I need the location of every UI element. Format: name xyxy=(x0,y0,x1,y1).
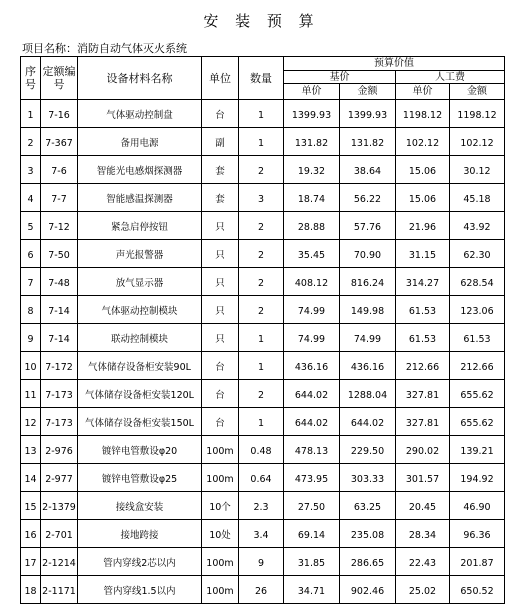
cell-labor-price: 15.06 xyxy=(396,156,450,184)
cell-name: 智能光电感烟探测器 xyxy=(78,156,202,184)
cell-labor-price: 15.06 xyxy=(396,184,450,212)
cell-unit: 只 xyxy=(202,240,239,268)
cell-code: 2-1171 xyxy=(41,576,78,604)
cell-base-price: 644.02 xyxy=(284,380,340,408)
table-row xyxy=(21,268,505,296)
table-row xyxy=(21,464,505,492)
cell-unit: 100m xyxy=(202,436,239,464)
cell-labor-price: 212.66 xyxy=(396,352,450,380)
cell-code: 2-976 xyxy=(41,436,78,464)
cell-unit: 100m xyxy=(202,548,239,576)
cell-base-price: 31.85 xyxy=(284,548,340,576)
cell-labor-price: 314.27 xyxy=(396,268,450,296)
cell-seq: 6 xyxy=(21,240,41,268)
cell-qty: 2 xyxy=(239,156,284,184)
cell-code: 7-14 xyxy=(41,296,78,324)
cell-code: 7-172 xyxy=(41,352,78,380)
cell-code: 2-701 xyxy=(41,520,78,548)
cell-qty: 3 xyxy=(239,184,284,212)
cell-base-amount: 303.33 xyxy=(340,464,396,492)
cell-seq: 5 xyxy=(21,212,41,240)
cell-name: 管内穿线2芯以内 xyxy=(78,548,202,576)
cell-seq: 3 xyxy=(21,156,41,184)
cell-unit: 副 xyxy=(202,128,239,156)
budget-table xyxy=(20,56,505,604)
cell-labor-price: 290.02 xyxy=(396,436,450,464)
cell-seq: 12 xyxy=(21,408,41,436)
cell-labor-amount: 650.52 xyxy=(450,576,505,604)
cell-name: 镀锌电管敷设φ25 xyxy=(78,464,202,492)
cell-labor-amount: 61.53 xyxy=(450,324,505,352)
cell-code: 7-173 xyxy=(41,408,78,436)
cell-labor-price: 21.96 xyxy=(396,212,450,240)
cell-unit: 台 xyxy=(202,100,239,128)
cell-qty: 1 xyxy=(239,100,284,128)
cell-base-price: 473.95 xyxy=(284,464,340,492)
cell-seq: 11 xyxy=(21,380,41,408)
cell-labor-amount: 655.62 xyxy=(450,380,505,408)
cell-qty: 2 xyxy=(239,212,284,240)
cell-unit: 台 xyxy=(202,408,239,436)
cell-labor-amount: 62.30 xyxy=(450,240,505,268)
cell-seq: 10 xyxy=(21,352,41,380)
header-code: 定额编号 xyxy=(41,57,78,100)
cell-labor-amount: 43.92 xyxy=(450,212,505,240)
cell-base-amount: 436.16 xyxy=(340,352,396,380)
cell-code: 7-367 xyxy=(41,128,78,156)
cell-unit: 100m xyxy=(202,464,239,492)
cell-base-price: 69.14 xyxy=(284,520,340,548)
cell-qty: 0.64 xyxy=(239,464,284,492)
cell-code: 7-7 xyxy=(41,184,78,212)
cell-labor-amount: 102.12 xyxy=(450,128,505,156)
cell-name: 气体储存设备柜安装150L xyxy=(78,408,202,436)
cell-labor-amount: 30.12 xyxy=(450,156,505,184)
cell-base-price: 131.82 xyxy=(284,128,340,156)
cell-seq: 16 xyxy=(21,520,41,548)
cell-base-price: 1399.93 xyxy=(284,100,340,128)
cell-unit: 只 xyxy=(202,212,239,240)
cell-labor-amount: 45.18 xyxy=(450,184,505,212)
header-seq: 序号 xyxy=(21,57,41,100)
cell-base-amount: 70.90 xyxy=(340,240,396,268)
cell-name: 接线盒安装 xyxy=(78,492,202,520)
cell-base-price: 27.50 xyxy=(284,492,340,520)
cell-base-amount: 57.76 xyxy=(340,212,396,240)
header-base-unit-price: 单价 xyxy=(284,84,340,100)
cell-labor-price: 28.34 xyxy=(396,520,450,548)
cell-unit: 只 xyxy=(202,268,239,296)
cell-labor-price: 327.81 xyxy=(396,380,450,408)
header-base: 基价 xyxy=(284,71,396,84)
cell-base-amount: 816.24 xyxy=(340,268,396,296)
project-name-line: 项目名称：消防自动气体灭火系统 xyxy=(22,42,187,55)
cell-code: 2-977 xyxy=(41,464,78,492)
cell-qty: 1 xyxy=(239,324,284,352)
cell-unit: 只 xyxy=(202,296,239,324)
cell-name: 气体驱动控制盘 xyxy=(78,100,202,128)
header-name: 设备材料名称 xyxy=(78,57,202,100)
cell-labor-price: 301.57 xyxy=(396,464,450,492)
cell-seq: 14 xyxy=(21,464,41,492)
cell-qty: 1 xyxy=(239,128,284,156)
cell-labor-price: 22.43 xyxy=(396,548,450,576)
cell-base-price: 35.45 xyxy=(284,240,340,268)
cell-base-amount: 74.99 xyxy=(340,324,396,352)
cell-name: 声光报警器 xyxy=(78,240,202,268)
cell-unit: 台 xyxy=(202,352,239,380)
cell-name: 紧急启停按钮 xyxy=(78,212,202,240)
table-row xyxy=(21,184,505,212)
cell-base-amount: 229.50 xyxy=(340,436,396,464)
cell-name: 备用电源 xyxy=(78,128,202,156)
cell-code: 7-12 xyxy=(41,212,78,240)
cell-name: 联动控制模块 xyxy=(78,324,202,352)
cell-unit: 100m xyxy=(202,576,239,604)
cell-labor-amount: 201.87 xyxy=(450,548,505,576)
cell-labor-price: 327.81 xyxy=(396,408,450,436)
cell-labor-amount: 212.66 xyxy=(450,352,505,380)
table-row xyxy=(21,128,505,156)
cell-labor-amount: 123.06 xyxy=(450,296,505,324)
cell-code: 7-173 xyxy=(41,380,78,408)
table-row xyxy=(21,352,505,380)
cell-base-amount: 1288.04 xyxy=(340,380,396,408)
header-base-amount: 金额 xyxy=(340,84,396,100)
cell-unit: 台 xyxy=(202,380,239,408)
cell-labor-amount: 655.62 xyxy=(450,408,505,436)
header-labor: 人工费 xyxy=(396,71,505,84)
cell-labor-amount: 96.36 xyxy=(450,520,505,548)
header-qty: 数量 xyxy=(239,57,284,100)
table-row xyxy=(21,324,505,352)
cell-labor-price: 20.45 xyxy=(396,492,450,520)
table-row xyxy=(21,492,505,520)
cell-unit: 只 xyxy=(202,324,239,352)
table-row xyxy=(21,296,505,324)
cell-qty: 0.48 xyxy=(239,436,284,464)
cell-labor-price: 61.53 xyxy=(396,324,450,352)
cell-labor-amount: 46.90 xyxy=(450,492,505,520)
table-row xyxy=(21,408,505,436)
cell-qty: 2 xyxy=(239,268,284,296)
cell-qty: 2 xyxy=(239,296,284,324)
cell-base-price: 478.13 xyxy=(284,436,340,464)
cell-code: 7-50 xyxy=(41,240,78,268)
cell-base-amount: 902.46 xyxy=(340,576,396,604)
table-row xyxy=(21,380,505,408)
cell-seq: 2 xyxy=(21,128,41,156)
cell-base-amount: 149.98 xyxy=(340,296,396,324)
header-labor-amount: 金额 xyxy=(450,84,505,100)
header-budget: 预算价值 xyxy=(284,57,505,71)
cell-code: 7-14 xyxy=(41,324,78,352)
cell-base-amount: 1399.93 xyxy=(340,100,396,128)
cell-code: 7-48 xyxy=(41,268,78,296)
cell-seq: 15 xyxy=(21,492,41,520)
cell-qty: 9 xyxy=(239,548,284,576)
cell-code: 7-6 xyxy=(41,156,78,184)
cell-seq: 18 xyxy=(21,576,41,604)
cell-qty: 2 xyxy=(239,380,284,408)
cell-base-price: 436.16 xyxy=(284,352,340,380)
cell-base-price: 74.99 xyxy=(284,324,340,352)
cell-qty: 3.4 xyxy=(239,520,284,548)
cell-seq: 9 xyxy=(21,324,41,352)
cell-base-price: 18.74 xyxy=(284,184,340,212)
cell-base-amount: 131.82 xyxy=(340,128,396,156)
cell-seq: 17 xyxy=(21,548,41,576)
cell-name: 管内穿线1.5以内 xyxy=(78,576,202,604)
cell-base-amount: 235.08 xyxy=(340,520,396,548)
cell-qty: 2 xyxy=(239,240,284,268)
cell-labor-price: 61.53 xyxy=(396,296,450,324)
cell-labor-price: 1198.12 xyxy=(396,100,450,128)
document-title: 安 装 预 算 xyxy=(203,12,320,30)
cell-base-amount: 56.22 xyxy=(340,184,396,212)
cell-qty: 1 xyxy=(239,352,284,380)
cell-unit: 10个 xyxy=(202,492,239,520)
header-unit: 单位 xyxy=(202,57,239,100)
cell-labor-price: 102.12 xyxy=(396,128,450,156)
cell-labor-amount: 194.92 xyxy=(450,464,505,492)
table-row xyxy=(21,240,505,268)
table-row xyxy=(21,576,505,604)
cell-base-price: 644.02 xyxy=(284,408,340,436)
cell-unit: 套 xyxy=(202,184,239,212)
cell-qty: 1 xyxy=(239,408,284,436)
cell-seq: 4 xyxy=(21,184,41,212)
cell-labor-price: 31.15 xyxy=(396,240,450,268)
table-row xyxy=(21,548,505,576)
cell-base-amount: 644.02 xyxy=(340,408,396,436)
table-row xyxy=(21,100,505,128)
cell-name: 智能感温探测器 xyxy=(78,184,202,212)
cell-name: 气体储存设备柜安装120L xyxy=(78,380,202,408)
table-body xyxy=(21,100,505,604)
cell-seq: 7 xyxy=(21,268,41,296)
cell-labor-price: 25.02 xyxy=(396,576,450,604)
table-row xyxy=(21,212,505,240)
cell-name: 气体储存设备柜安装90L xyxy=(78,352,202,380)
cell-qty: 2.3 xyxy=(239,492,284,520)
header-labor-unit-price: 单价 xyxy=(396,84,450,100)
table-row xyxy=(21,520,505,548)
cell-code: 2-1214 xyxy=(41,548,78,576)
cell-seq: 1 xyxy=(21,100,41,128)
cell-base-price: 19.32 xyxy=(284,156,340,184)
cell-name: 放气显示器 xyxy=(78,268,202,296)
cell-base-amount: 286.65 xyxy=(340,548,396,576)
cell-seq: 13 xyxy=(21,436,41,464)
cell-unit: 10处 xyxy=(202,520,239,548)
table-header xyxy=(21,57,505,100)
cell-base-price: 34.71 xyxy=(284,576,340,604)
cell-base-price: 74.99 xyxy=(284,296,340,324)
cell-code: 7-16 xyxy=(41,100,78,128)
cell-unit: 套 xyxy=(202,156,239,184)
cell-labor-amount: 1198.12 xyxy=(450,100,505,128)
cell-qty: 26 xyxy=(239,576,284,604)
cell-name: 镀锌电管敷设φ20 xyxy=(78,436,202,464)
cell-base-price: 28.88 xyxy=(284,212,340,240)
table-row xyxy=(21,156,505,184)
cell-labor-amount: 628.54 xyxy=(450,268,505,296)
cell-code: 2-1379 xyxy=(41,492,78,520)
cell-labor-amount: 139.21 xyxy=(450,436,505,464)
cell-base-amount: 38.64 xyxy=(340,156,396,184)
cell-base-amount: 63.25 xyxy=(340,492,396,520)
cell-seq: 8 xyxy=(21,296,41,324)
cell-base-price: 408.12 xyxy=(284,268,340,296)
table-row xyxy=(21,436,505,464)
cell-name: 气体驱动控制模块 xyxy=(78,296,202,324)
cell-name: 接地跨接 xyxy=(78,520,202,548)
